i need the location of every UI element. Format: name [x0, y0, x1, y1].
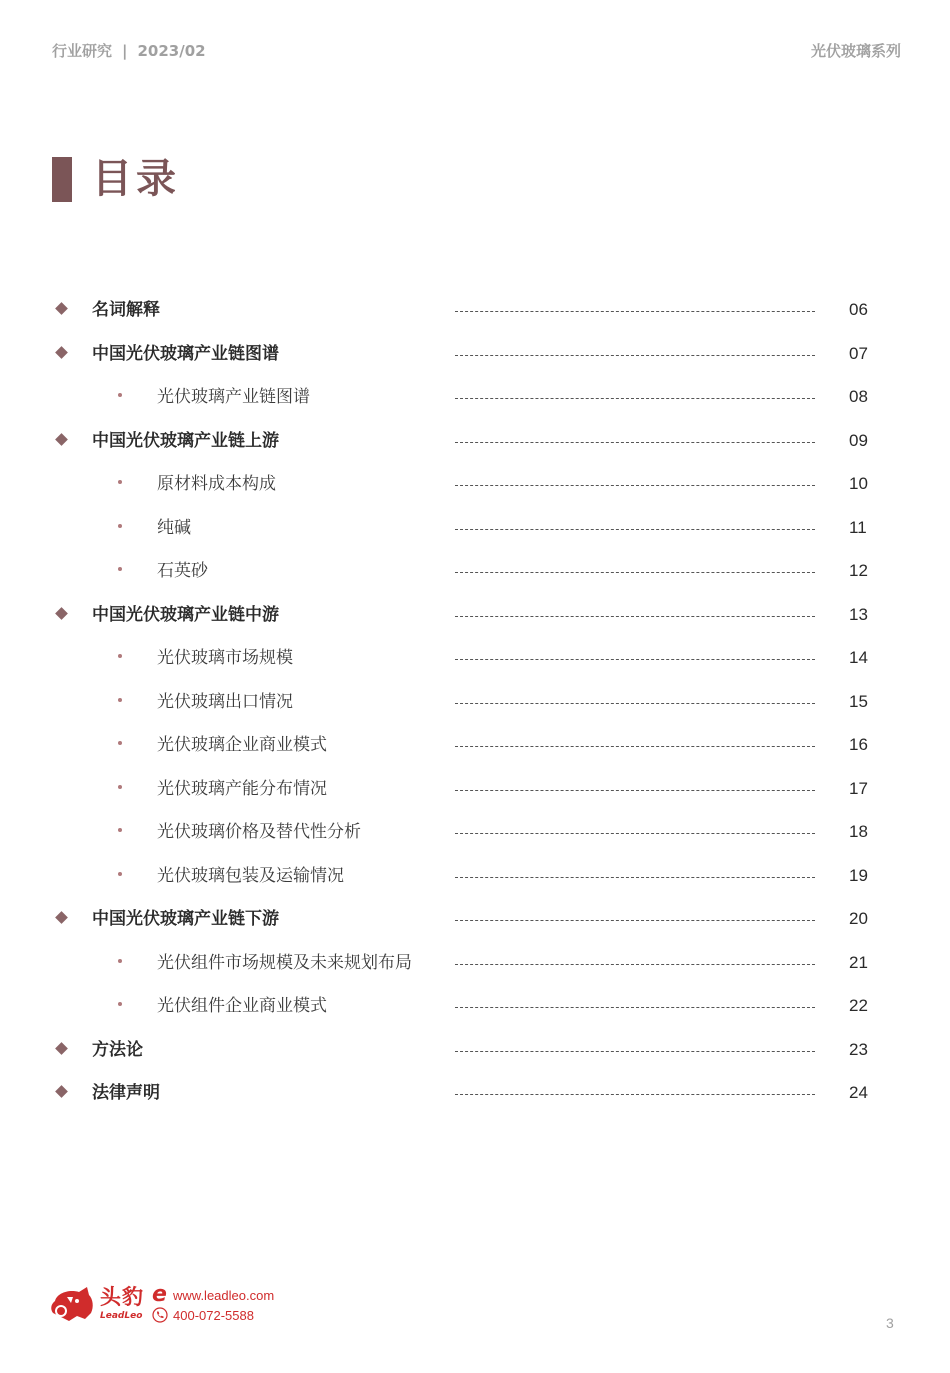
- toc-entry[interactable]: [0, 550, 950, 594]
- toc-entry-label: 光伏玻璃产能分布情况: [157, 778, 327, 799]
- toc-entry-page: 07: [849, 343, 868, 363]
- toc-entry[interactable]: [0, 811, 950, 855]
- header-category: 行业研究: [52, 42, 113, 60]
- header-left: [52, 40, 206, 61]
- toc-entry-label: 中国光伏玻璃产业链上游: [92, 430, 279, 451]
- toc-entry-page: 23: [849, 1039, 868, 1059]
- phone-number: 400-072-5588: [173, 1308, 254, 1323]
- toc-entry[interactable]: [0, 376, 950, 420]
- toc-entry-label: 方法论: [92, 1039, 143, 1060]
- diamond-bullet-icon: [55, 302, 68, 315]
- toc-entry[interactable]: [0, 1029, 950, 1073]
- toc-entry-page: 11: [849, 517, 867, 537]
- toc-entry[interactable]: [0, 768, 950, 812]
- diamond-bullet-icon: [55, 911, 68, 924]
- header-separator: |: [122, 42, 128, 60]
- dotted-leader: [455, 355, 815, 356]
- header-date: 2023/02: [137, 42, 206, 60]
- toc-entry-page: 19: [849, 865, 868, 885]
- dot-bullet-icon: [118, 524, 122, 528]
- dotted-leader: [455, 833, 815, 834]
- table-of-contents: [0, 289, 950, 1116]
- dotted-leader: [455, 659, 815, 660]
- toc-entry-page: 14: [849, 648, 868, 667]
- toc-entry-page: 17: [849, 778, 868, 798]
- toc-entry-label: 光伏玻璃市场规模: [157, 648, 293, 668]
- toc-entry[interactable]: [0, 594, 950, 638]
- toc-entry-label: 原材料成本构成: [157, 474, 276, 494]
- diamond-bullet-icon: [55, 346, 68, 359]
- toc-entry[interactable]: [0, 681, 950, 725]
- toc-entry-label: 光伏玻璃包装及运输情况: [157, 865, 344, 886]
- toc-entry[interactable]: [0, 985, 950, 1029]
- toc-entry-label: 光伏玻璃企业商业模式: [157, 735, 327, 755]
- toc-entry[interactable]: [0, 637, 950, 681]
- dot-bullet-icon: [118, 480, 122, 484]
- brand-name-cn: 头豹: [100, 1285, 144, 1309]
- dotted-leader: [455, 790, 815, 791]
- toc-entry-page: 08: [849, 387, 868, 406]
- page-title: 目录: [92, 156, 180, 202]
- toc-entry[interactable]: [0, 1072, 950, 1116]
- toc-entry[interactable]: [0, 463, 950, 507]
- dotted-leader: [455, 442, 815, 443]
- dotted-leader: [455, 703, 815, 704]
- website-link[interactable]: www.leadleo.com: [173, 1288, 275, 1303]
- toc-entry-page: 22: [849, 996, 868, 1015]
- toc-entry-label: 纯碱: [157, 517, 191, 538]
- dotted-leader: [455, 311, 815, 312]
- toc-entry[interactable]: [0, 898, 950, 942]
- toc-entry-page: 21: [849, 952, 868, 972]
- toc-entry-label: 光伏玻璃价格及替代性分析: [157, 822, 361, 842]
- dotted-leader: [455, 1094, 815, 1095]
- dotted-leader: [455, 398, 815, 399]
- toc-entry-page: 18: [849, 822, 868, 841]
- toc-entry-label: 石英砂: [157, 561, 208, 581]
- header-series: 光伏玻璃系列: [810, 42, 901, 60]
- toc-entry[interactable]: [0, 942, 950, 986]
- dotted-leader: [455, 920, 815, 921]
- diamond-bullet-icon: [55, 607, 68, 620]
- dot-bullet-icon: [118, 959, 122, 963]
- dot-bullet-icon: [118, 828, 122, 832]
- toc-entry-page: 15: [849, 691, 868, 711]
- brand-name-en: LeadLeo: [100, 1311, 143, 1321]
- toc-entry-page: 24: [849, 1083, 868, 1102]
- dotted-leader: [455, 1007, 815, 1008]
- toc-entry[interactable]: [0, 855, 950, 899]
- dot-bullet-icon: [118, 698, 122, 702]
- toc-entry-label: 中国光伏玻璃产业链图谱: [92, 343, 279, 364]
- dotted-leader: [455, 746, 815, 747]
- dot-bullet-icon: [118, 567, 122, 571]
- toc-entry-page: 13: [849, 604, 868, 624]
- dot-bullet-icon: [118, 785, 122, 789]
- toc-entry[interactable]: [0, 333, 950, 377]
- toc-entry[interactable]: [0, 507, 950, 551]
- toc-entry-page: 12: [849, 561, 868, 580]
- dot-bullet-icon: [118, 1002, 122, 1006]
- dot-bullet-icon: [118, 741, 122, 745]
- title-accent-bar: [52, 157, 72, 202]
- brand-e-mark: e: [152, 1282, 167, 1307]
- toc-entry-label: 名词解释: [92, 300, 160, 320]
- toc-entry[interactable]: [0, 420, 950, 464]
- toc-entry-label: 中国光伏玻璃产业链下游: [92, 909, 279, 929]
- toc-entry-page: 09: [849, 430, 868, 450]
- dot-bullet-icon: [118, 654, 122, 658]
- toc-entry[interactable]: [0, 724, 950, 768]
- toc-entry[interactable]: [0, 289, 950, 333]
- dot-bullet-icon: [118, 393, 122, 397]
- toc-entry-page: 10: [849, 474, 868, 493]
- diamond-bullet-icon: [55, 1042, 68, 1055]
- dotted-leader: [455, 964, 815, 965]
- dotted-leader: [455, 485, 815, 486]
- toc-entry-label: 光伏组件市场规模及未来规划布局: [157, 952, 412, 973]
- dotted-leader: [455, 529, 815, 530]
- page-number: 3: [886, 1315, 894, 1331]
- dotted-leader: [455, 1051, 815, 1052]
- toc-entry-label: 法律声明: [92, 1083, 160, 1103]
- dot-bullet-icon: [118, 872, 122, 876]
- dotted-leader: [455, 572, 815, 573]
- phone-icon: [152, 1307, 168, 1323]
- dotted-leader: [455, 616, 815, 617]
- dotted-leader: [455, 877, 815, 878]
- toc-entry-page: 20: [849, 909, 868, 928]
- toc-entry-label: 光伏组件企业商业模式: [157, 996, 327, 1016]
- toc-entry-label: 中国光伏玻璃产业链中游: [92, 604, 279, 625]
- diamond-bullet-icon: [55, 433, 68, 446]
- toc-entry-label: 光伏玻璃出口情况: [157, 691, 293, 712]
- diamond-bullet-icon: [55, 1085, 68, 1098]
- toc-entry-page: 16: [849, 735, 868, 754]
- toc-entry-label: 光伏玻璃产业链图谱: [157, 387, 310, 407]
- toc-entry-page: 06: [849, 300, 868, 319]
- leopard-logo-icon: [47, 1283, 97, 1325]
